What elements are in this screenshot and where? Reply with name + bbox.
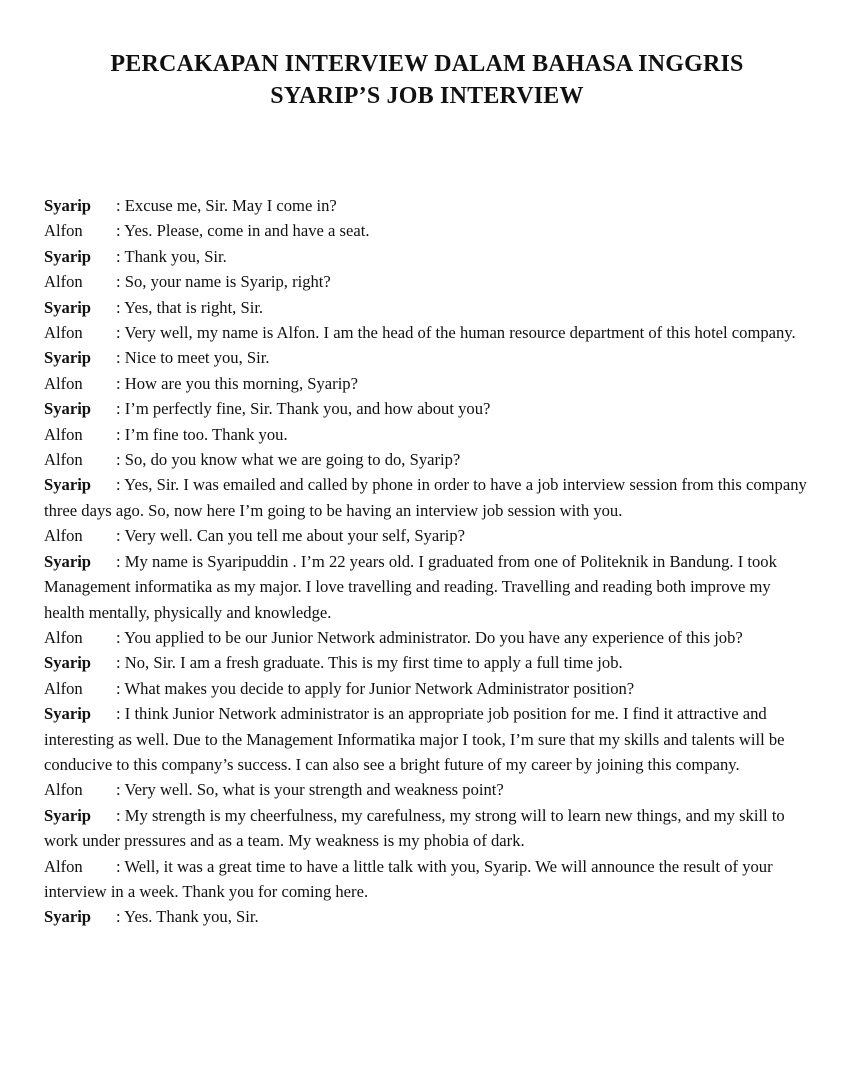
dialogue-line bbox=[44, 320, 814, 345]
dialogue-line bbox=[44, 422, 814, 447]
speaker-name: Alfon bbox=[44, 780, 83, 800]
document-header bbox=[0, 48, 854, 112]
speaker-separator: : bbox=[116, 323, 125, 343]
speaker-separator: : bbox=[116, 551, 125, 571]
speaker-name: Alfon bbox=[44, 221, 83, 241]
dialogue-line bbox=[44, 803, 814, 854]
dialogue-line bbox=[44, 295, 814, 320]
speaker-name: Alfon bbox=[44, 323, 83, 343]
speaker-name: Alfon bbox=[44, 272, 83, 292]
utterance-text: Excuse me, Sir. May I come in? bbox=[124, 196, 337, 215]
speaker-name: Syarip bbox=[44, 907, 92, 927]
dialogue-line bbox=[44, 269, 814, 294]
utterance-text: I’m fine too. Thank you. bbox=[124, 424, 288, 444]
speaker-name: Syarip bbox=[44, 475, 92, 495]
dialogue-line bbox=[44, 244, 814, 269]
speaker-name: Syarip bbox=[44, 704, 92, 724]
dialogue-line bbox=[44, 549, 814, 625]
document-subtitle: SYARIP’S JOB INTERVIEW bbox=[270, 83, 584, 109]
dialogue-line bbox=[44, 472, 814, 523]
speaker-separator: : bbox=[116, 373, 125, 393]
utterance-text: No, Sir. I am a fresh graduate. This is my first time to apply a full time job. bbox=[124, 653, 623, 673]
speaker-name: Syarip bbox=[44, 196, 92, 215]
speaker-separator: : bbox=[116, 399, 125, 419]
dialogue-line bbox=[44, 676, 814, 701]
speaker-separator: : bbox=[116, 678, 125, 698]
utterance-text: Well, it was a great time to have a little talk with you, Syarip. We will announce the result of your interview in a week. Thank you for coming here. bbox=[44, 856, 773, 901]
dialogue-line bbox=[44, 447, 814, 472]
utterance-text: I’m perfectly fine, Sir. Thank you, and how about you? bbox=[124, 399, 491, 419]
utterance-text: Very well, my name is Alfon. I am the head of the human resource department of this hotel company. bbox=[124, 323, 796, 343]
utterance-text: My name is Syaripuddin . I’m 22 years old. I graduated from one of Politeknik in Bandung. I took Management informatika as my major. I love travelling and reading. Travelling and reading both improve my health mentally, physically and knowledge. bbox=[44, 551, 777, 622]
utterance-text: So, do you know what we are going to do, Syarip? bbox=[124, 450, 461, 470]
speaker-separator: : bbox=[116, 856, 125, 876]
utterance-text: Yes, that is right, Sir. bbox=[124, 297, 264, 317]
speaker-name: Syarip bbox=[44, 297, 92, 317]
speaker-separator: : bbox=[116, 221, 125, 241]
speaker-separator: : bbox=[116, 450, 125, 470]
speaker-separator: : bbox=[116, 526, 125, 546]
dialogue-line bbox=[44, 345, 814, 370]
speaker-name: Syarip bbox=[44, 348, 92, 368]
speaker-separator: : bbox=[116, 297, 125, 317]
speaker-name: Syarip bbox=[44, 246, 92, 266]
speaker-name: Syarip bbox=[44, 399, 92, 419]
dialogue-line bbox=[44, 701, 814, 777]
dialogue-line bbox=[44, 193, 814, 218]
dialogue-line bbox=[44, 396, 814, 421]
utterance-text: I think Junior Network administrator is an appropriate job position for me. I find it attractive and interesting as well. Due to the Management Informatika major I took, I’m sure that my skills and talents will be conducive to this company’s success. I can also see a bright future of my career by joining this company. bbox=[44, 704, 785, 774]
speaker-separator: : bbox=[116, 780, 125, 800]
dialogue-line bbox=[44, 625, 814, 650]
document-title: PERCAKAPAN INTERVIEW DALAM BAHASA INGGRIS bbox=[110, 51, 744, 77]
utterance-text: Very well. So, what is your strength and weakness point? bbox=[124, 780, 504, 800]
speaker-separator: : bbox=[116, 196, 125, 215]
utterance-text: Yes. Please, come in and have a seat. bbox=[124, 221, 370, 241]
utterance-text: Yes. Thank you, Sir. bbox=[124, 907, 259, 927]
speaker-name: Alfon bbox=[44, 424, 83, 444]
speaker-separator: : bbox=[116, 653, 125, 673]
speaker-separator: : bbox=[116, 475, 125, 495]
speaker-separator: : bbox=[116, 805, 125, 825]
speaker-name: Syarip bbox=[44, 805, 92, 825]
speaker-separator: : bbox=[116, 348, 125, 368]
speaker-name: Alfon bbox=[44, 526, 83, 546]
utterance-text: Very well. Can you tell me about your self, Syarip? bbox=[124, 526, 466, 546]
utterance-text: So, your name is Syarip, right? bbox=[124, 272, 331, 292]
speaker-name: Alfon bbox=[44, 856, 83, 876]
speaker-separator: : bbox=[116, 907, 125, 927]
utterance-text: Yes, Sir. I was emailed and called by phone in order to have a job interview session from this company three days ago. So, now here I’m going to be having an interview job session with you. bbox=[44, 475, 807, 520]
speaker-name: Alfon bbox=[44, 373, 83, 393]
dialogue-line bbox=[44, 650, 814, 675]
dialogue-line bbox=[44, 777, 814, 802]
speaker-separator: : bbox=[116, 246, 125, 266]
speaker-separator: : bbox=[116, 704, 125, 724]
utterance-text: How are you this morning, Syarip? bbox=[124, 373, 358, 393]
speaker-separator: : bbox=[116, 424, 125, 444]
utterance-text: Nice to meet you, Sir. bbox=[124, 348, 270, 368]
utterance-text: Thank you, Sir. bbox=[124, 246, 227, 266]
speaker-name: Syarip bbox=[44, 653, 92, 673]
speaker-separator: : bbox=[116, 627, 125, 647]
utterance-text: What makes you decide to apply for Junior Network Administrator position? bbox=[124, 678, 635, 698]
utterance-text: My strength is my cheerfulness, my carefulness, my strong will to learn new things, and my skill to work under pressures and as a team. My weakness is my phobia of dark. bbox=[44, 805, 785, 851]
speaker-name: Alfon bbox=[44, 450, 83, 470]
utterance-text: You applied to be our Junior Network administrator. Do you have any experience of this job? bbox=[124, 627, 743, 647]
speaker-separator: : bbox=[116, 272, 125, 292]
speaker-name: Syarip bbox=[44, 551, 92, 571]
dialogue-line bbox=[44, 371, 814, 396]
dialogue-line bbox=[44, 854, 814, 905]
dialogue-line bbox=[44, 218, 814, 243]
dialogue-line bbox=[44, 523, 814, 548]
speaker-name: Alfon bbox=[44, 627, 83, 647]
dialogue-line bbox=[44, 904, 814, 929]
speaker-name: Alfon bbox=[44, 678, 83, 698]
dialogue-transcript bbox=[44, 193, 814, 930]
